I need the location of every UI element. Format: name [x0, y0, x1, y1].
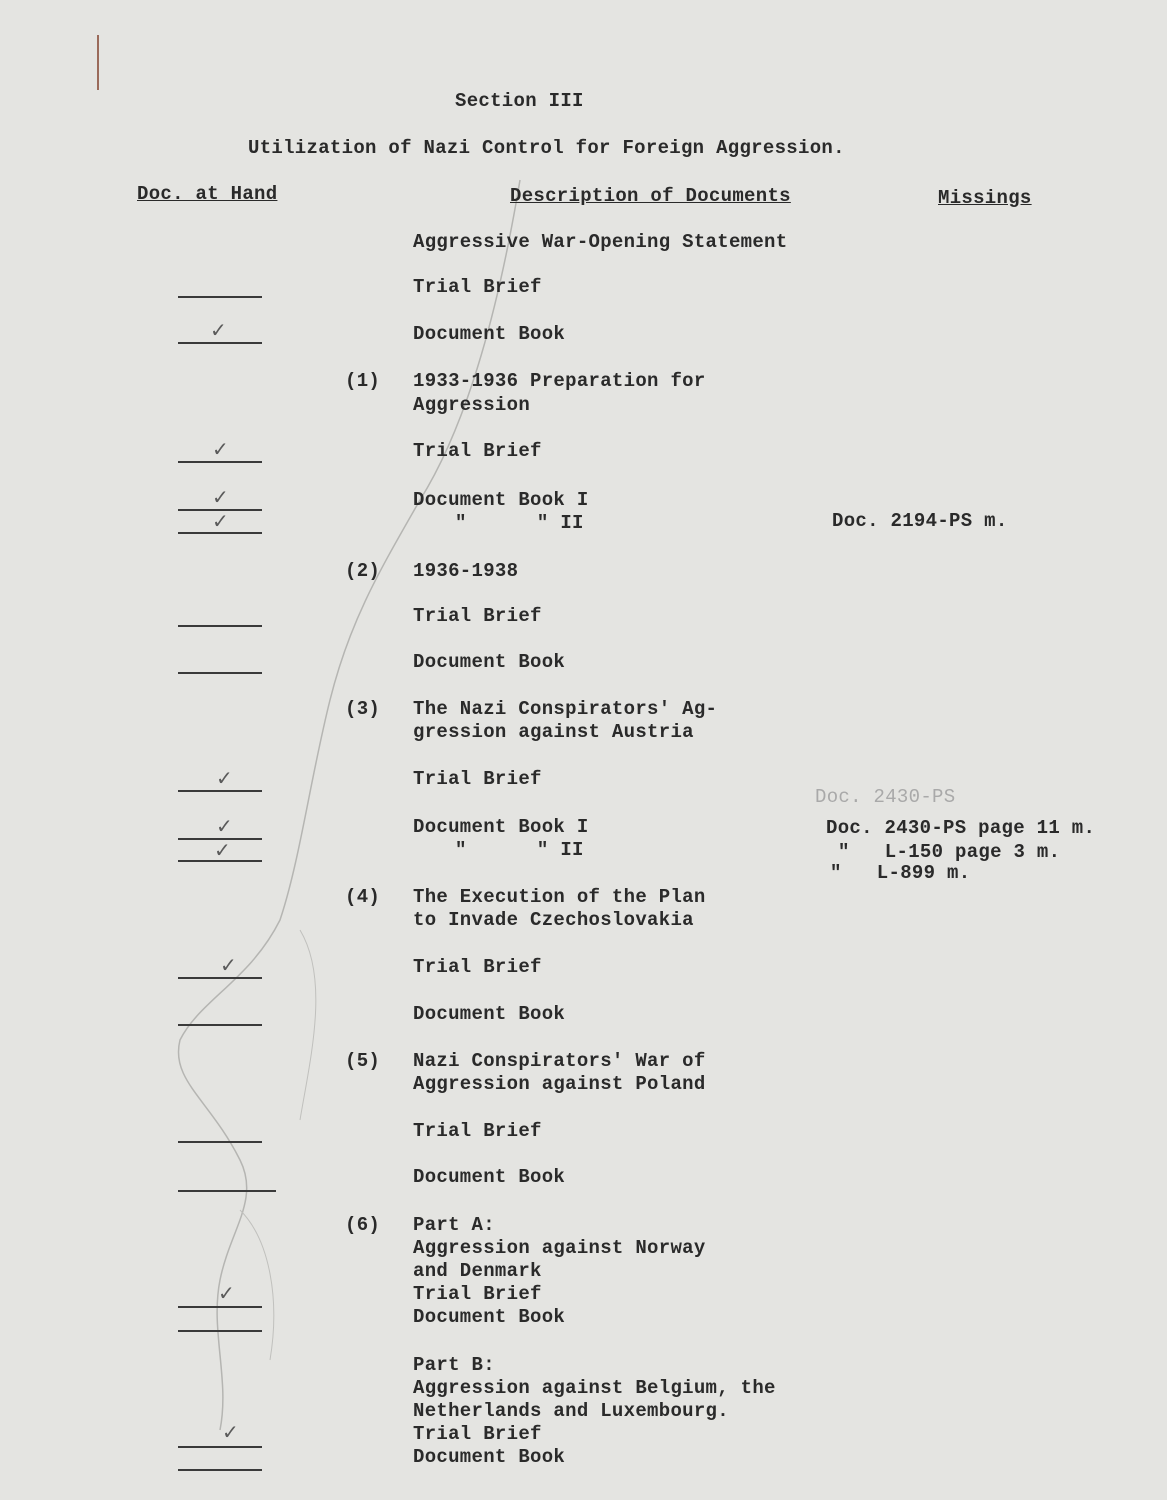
- section-2-title: 1936-1938: [413, 560, 519, 582]
- section-5-title-cont: Aggression against Poland: [413, 1073, 706, 1095]
- missing-2430: Doc. 2430-PS page 11 m.: [826, 817, 1096, 839]
- entry-document-book: Document Book: [413, 1306, 566, 1328]
- section-5-number: (5): [345, 1050, 381, 1072]
- paper-edge-marks: [96, 30, 99, 90]
- entry-trial-brief: Trial Brief: [413, 1423, 542, 1445]
- header-doc-at-hand: Doc. at Hand: [137, 183, 278, 205]
- section-1-number: (1): [345, 370, 381, 392]
- check-mark: ✓: [218, 1281, 235, 1305]
- entry-ditto-2: " " II: [455, 839, 584, 861]
- section-5-title: Nazi Conspirators' War of: [413, 1050, 706, 1072]
- section-1-title-cont: Aggression: [413, 394, 531, 416]
- section-3-number: (3): [345, 698, 381, 720]
- checkline: [178, 1190, 276, 1192]
- entry-document-book-1: Document Book I: [413, 489, 589, 511]
- section-title: Section III: [455, 90, 584, 112]
- missing-2194: Doc. 2194-PS m.: [832, 510, 1008, 532]
- missing-l150: " L-150 page 3 m.: [838, 841, 1061, 863]
- section-6-part-a: Part A:: [413, 1214, 495, 1236]
- checkline: [178, 342, 262, 344]
- section-3-title-cont: gression against Austria: [413, 721, 694, 743]
- section-6-part-a-title-cont: and Denmark: [413, 1260, 542, 1282]
- entry-document-book: Document Book: [413, 323, 566, 345]
- checkline: [178, 790, 262, 792]
- entry-trial-brief: Trial Brief: [413, 1283, 542, 1305]
- checkline: [178, 461, 262, 463]
- section-4-number: (4): [345, 886, 381, 908]
- checkline: [178, 672, 262, 674]
- check-mark: ✓: [212, 437, 229, 461]
- section-2-number: (2): [345, 560, 381, 582]
- check-mark: ✓: [216, 766, 233, 790]
- entry-document-book-1: Document Book I: [413, 816, 589, 838]
- section-1-title: 1933-1936 Preparation for: [413, 370, 706, 392]
- section-4-title-cont: to Invade Czechoslovakia: [413, 909, 694, 931]
- section-3-title: The Nazi Conspirators' Ag-: [413, 698, 718, 720]
- header-missings: Missings: [938, 187, 1032, 209]
- check-mark: ✓: [214, 838, 231, 862]
- section-6-part-a-title: Aggression against Norway: [413, 1237, 706, 1259]
- missing-l899: " L-899 m.: [830, 862, 971, 884]
- section-6-part-b-title: Aggression against Belgium, the: [413, 1377, 776, 1399]
- checkline: [178, 1024, 262, 1026]
- check-mark: ✓: [212, 485, 229, 509]
- entry-trial-brief: Trial Brief: [413, 605, 542, 627]
- entry-trial-brief: Trial Brief: [413, 276, 542, 298]
- entry-trial-brief: Trial Brief: [413, 1120, 542, 1142]
- check-mark: ✓: [212, 509, 229, 533]
- entry-document-book: Document Book: [413, 1446, 566, 1468]
- entry-trial-brief: Trial Brief: [413, 956, 542, 978]
- header-description: Description of Documents: [510, 185, 791, 207]
- checkline: [178, 1330, 262, 1332]
- check-mark: ✓: [210, 318, 227, 342]
- checkline: [178, 296, 262, 298]
- check-mark: ✓: [220, 953, 237, 977]
- checkline: [178, 977, 262, 979]
- checkline: [178, 1306, 262, 1308]
- entry-trial-brief: Trial Brief: [413, 768, 542, 790]
- entry-opening-statement: Aggressive War-Opening Statement: [413, 231, 788, 253]
- entry-document-book: Document Book: [413, 1166, 566, 1188]
- page-subtitle: Utilization of Nazi Control for Foreign Aggression.: [248, 137, 845, 159]
- section-4-title: The Execution of the Plan: [413, 886, 706, 908]
- entry-document-book: Document Book: [413, 651, 566, 673]
- check-mark: ✓: [216, 814, 233, 838]
- entry-document-book: Document Book: [413, 1003, 566, 1025]
- section-6-part-b-title-cont: Netherlands and Luxembourg.: [413, 1400, 729, 1422]
- check-mark: ✓: [222, 1420, 239, 1444]
- checkline: [178, 1446, 262, 1448]
- checkline: [178, 625, 262, 627]
- checkline: [178, 1141, 262, 1143]
- missing-faint-2430: Doc. 2430-PS: [815, 786, 956, 808]
- section-6-part-b: Part B:: [413, 1354, 495, 1376]
- entry-ditto-2: " " II: [455, 512, 584, 534]
- section-6-number: (6): [345, 1214, 381, 1236]
- entry-trial-brief: Trial Brief: [413, 440, 542, 462]
- checkline: [178, 1469, 262, 1471]
